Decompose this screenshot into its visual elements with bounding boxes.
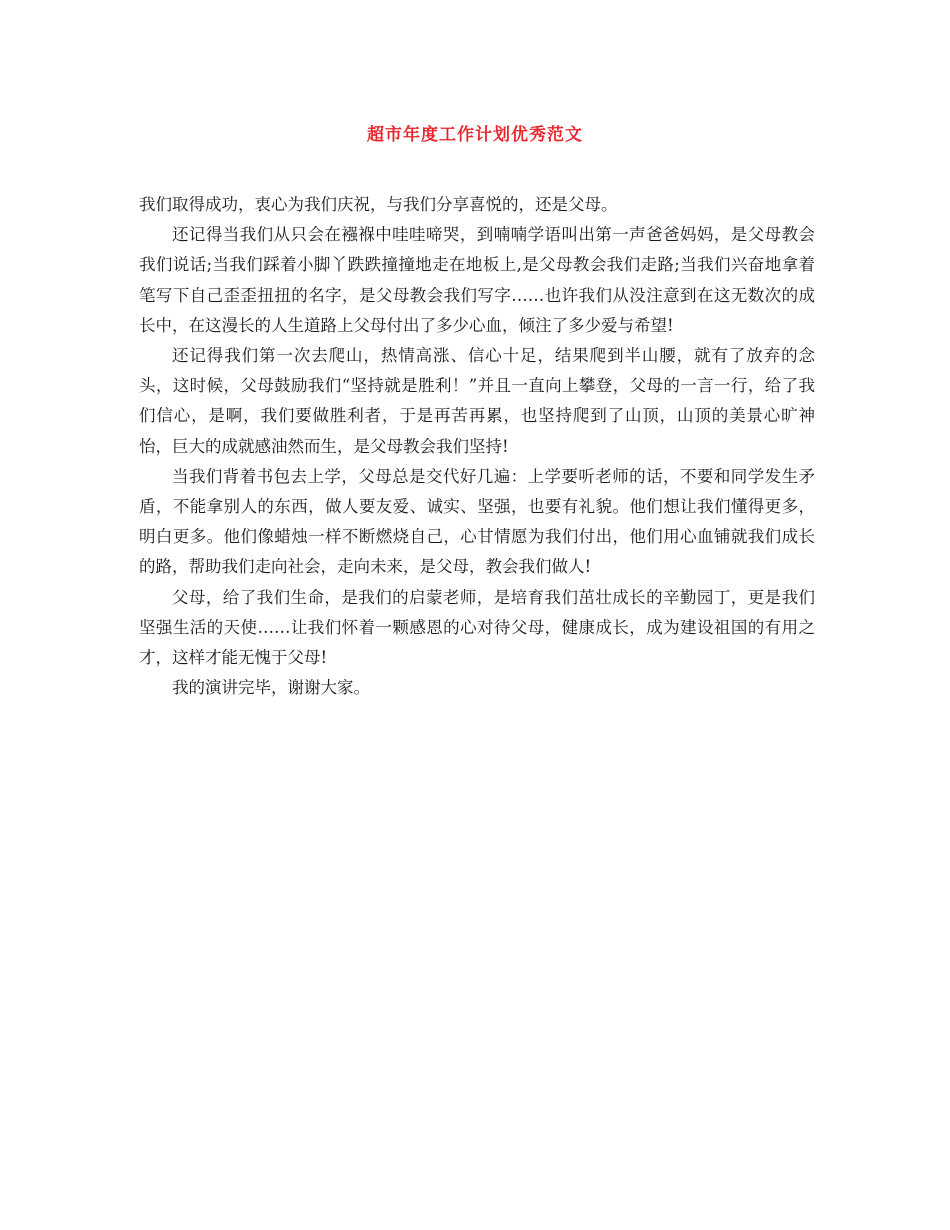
paragraph-school: 当我们背着书包去上学，父母总是交代好几遍：上学要听老师的话，不要和同学发生矛盾，不能拿别人的东西，做人要友爱、诚实、坚强，也要有礼貌。他们想让我们懂得更多，明白更多。他们像蜡烛一样不断燃烧自己，心甘情愿为我们付出，他们用心血铺就我们成长的路，帮助我们走向社会，走向未来，是父母，教会我们做人! bbox=[139, 466, 815, 577]
paragraph-mountain-climb: 还记得我们第一次去爬山，热情高涨、信心十足，结果爬到半山腰，就有了放弃的念头，这时候，父母鼓励我们“坚持就是胜利！”并且一直向上攀登，父母的一言一行，给了我们信心，是啊，我们要做胜利者，于是再苦再累，也坚持爬到了山顶，山顶的美景心旷神怡，巨大的成就感油然而生，是父母教会我们坚持! bbox=[139, 346, 815, 456]
document-body bbox=[139, 190, 815, 703]
document-title: 超市年度工作计划优秀范文 bbox=[367, 125, 583, 145]
paragraph-talking-walking: 还记得当我们从只会在襁褓中哇哇啼哭，到喃喃学语叫出第一声爸爸妈妈，是父母教会我们说话;当我们踩着小脚丫跌跌撞撞地走在地板上,是父母教会我们走路;当我们兴奋地拿着笔写下自己歪歪扭扭的名字，是父母教会我们写字……也许我们从没注意到在这无数次的成长中，在这漫长的人生道路上父母付出了多少心血，倾注了多少爱与希望! bbox=[139, 225, 815, 335]
paragraph-intro: 我们取得成功，衷心为我们庆祝，与我们分享喜悦的，还是父母。 bbox=[139, 195, 618, 214]
paragraph-gratitude: 父母，给了我们生命，是我们的启蒙老师，是培育我们茁壮成长的辛勤园丁，更是我们坚强生活的天使……让我们怀着一颗感恩的心对待父母，健康成长，成为建设祖国的有用之才，这样才能无愧于父母! bbox=[139, 587, 815, 668]
paragraph-closing: 我的演讲完毕，谢谢大家。 bbox=[172, 678, 370, 698]
